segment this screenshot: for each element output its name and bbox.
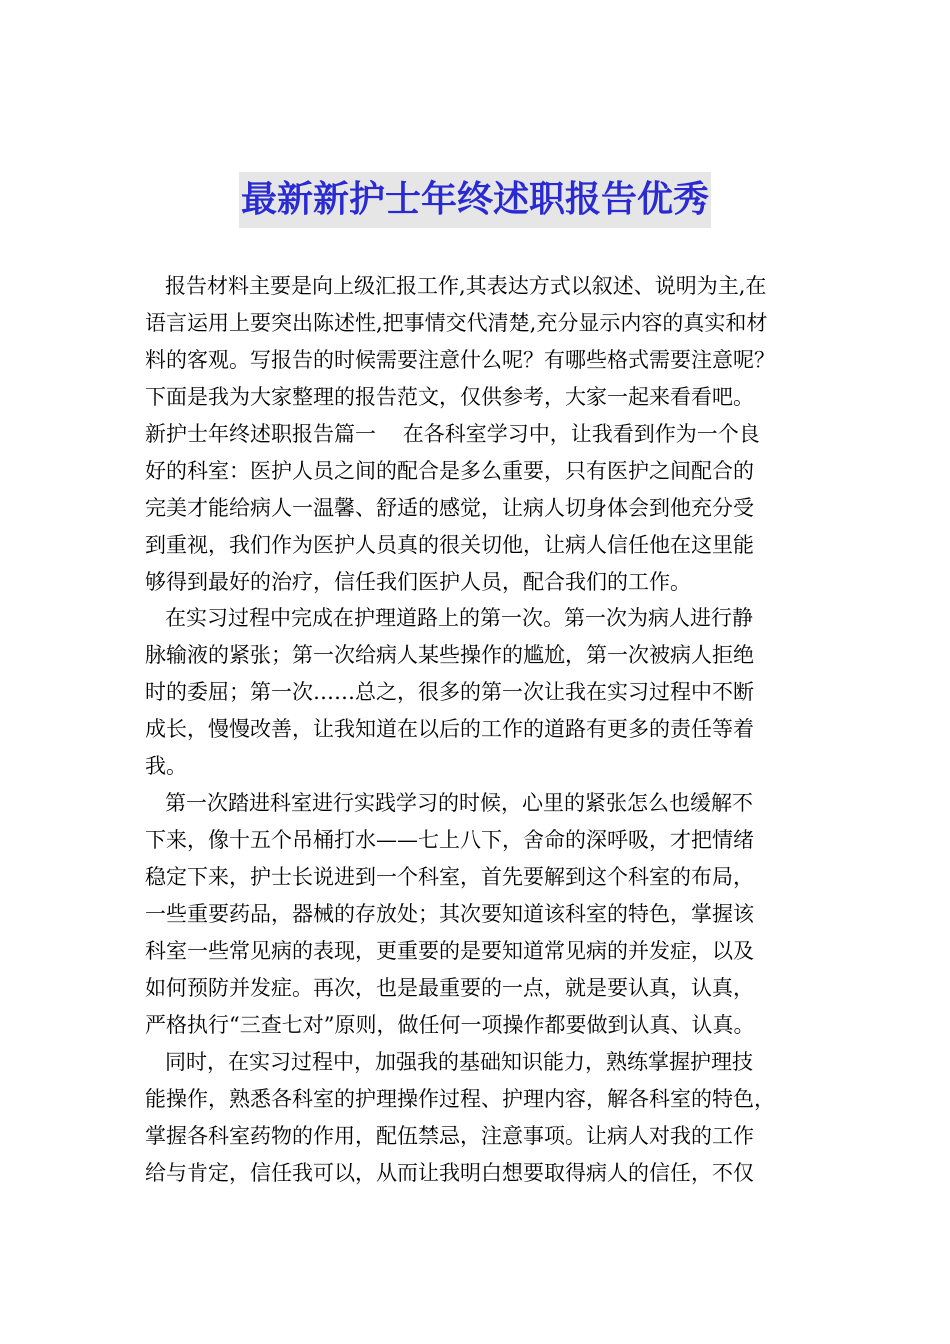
text-line: 好的科室：医护人员之间的配合是多么重要，只有医护之间配合的 (145, 458, 754, 483)
text-line: 科室一些常见病的表现，更重要的是要知道常见病的并发症，以及 (145, 938, 754, 963)
text-line: 掌握各科室药物的作用，配伍禁忌，注意事项。让病人对我的工作 (145, 1123, 754, 1148)
document-title (0, 172, 950, 228)
text-line: 够得到最好的治疗，信任我们医护人员，配合我们的工作。 (145, 569, 691, 594)
text-line: 如何预防并发症。再次，也是最重要的一点，就是要认真，认真， (145, 975, 754, 1000)
document-title-text: 最新新护士年终述职报告优秀 (239, 172, 711, 228)
text-line: 报告材料主要是向上级汇报工作,其表达方式以叙述、说明为主,在 (145, 274, 767, 298)
text-line: 同时，在实习过程中，加强我的基础知识能力，熟练掌握护理技 (145, 1049, 754, 1074)
text-line: 脉输液的紧张；第一次给病人某些操作的尴尬，第一次被病人拒绝 (145, 643, 754, 668)
text-line: 时的委屈；第一次……总之，很多的第一次让我在实习过程中不断 (145, 680, 754, 705)
text-line: 第一次踏进科室进行实践学习的时候，心里的紧张怎么也缓解不 (145, 791, 754, 816)
text-line: 一些重要药品，器械的存放处；其次要知道该科室的特色，掌握该 (145, 901, 754, 926)
text-line: 能操作，熟悉各科室的护理操作过程、护理内容，解各科室的特色， (145, 1086, 775, 1111)
text-line: 完美才能给病人一温馨、舒适的感觉，让病人切身体会到他充分受 (145, 495, 754, 520)
text-line: 语言运用上要突出陈述性,把事情交代清楚,充分显示内容的真实和材 (145, 310, 768, 335)
text-line: 稳定下来，护士长说进到一个科室，首先要解到这个科室的布局， (145, 865, 754, 889)
text-line: 在实习过程中完成在护理道路上的第一次。第一次为病人进行静 (145, 606, 754, 631)
text-line: 我。 (145, 754, 187, 779)
text-line: 料的客观。写报告的时候需要注意什么呢？有哪些格式需要注意呢？ (145, 347, 775, 372)
text-line: 给与肯定，信任我可以，从而让我明白想要取得病人的信任，不仅 (145, 1160, 754, 1185)
text-line: 严格执行“三查七对”原则，做任何一项操作都要做到认真、认真。 (145, 1012, 755, 1037)
text-line: 下面是我为大家整理的报告范文，仅供参考，大家一起来看看吧。 (145, 384, 754, 409)
text-line: 新护士年终述职报告篇一 在各科室学习中，让我看到作为一个良 (145, 421, 760, 446)
document-body (145, 268, 835, 1191)
text-line: 成长，慢慢改善，让我知道在以后的工作的道路有更多的责任等着 (145, 717, 754, 742)
text-line: 下来，像十五个吊桶打水——七上八下，舍命的深呼吸，才把情绪 (145, 828, 754, 853)
text-line: 到重视，我们作为医护人员真的很关切他，让病人信任他在这里能 (145, 532, 754, 557)
